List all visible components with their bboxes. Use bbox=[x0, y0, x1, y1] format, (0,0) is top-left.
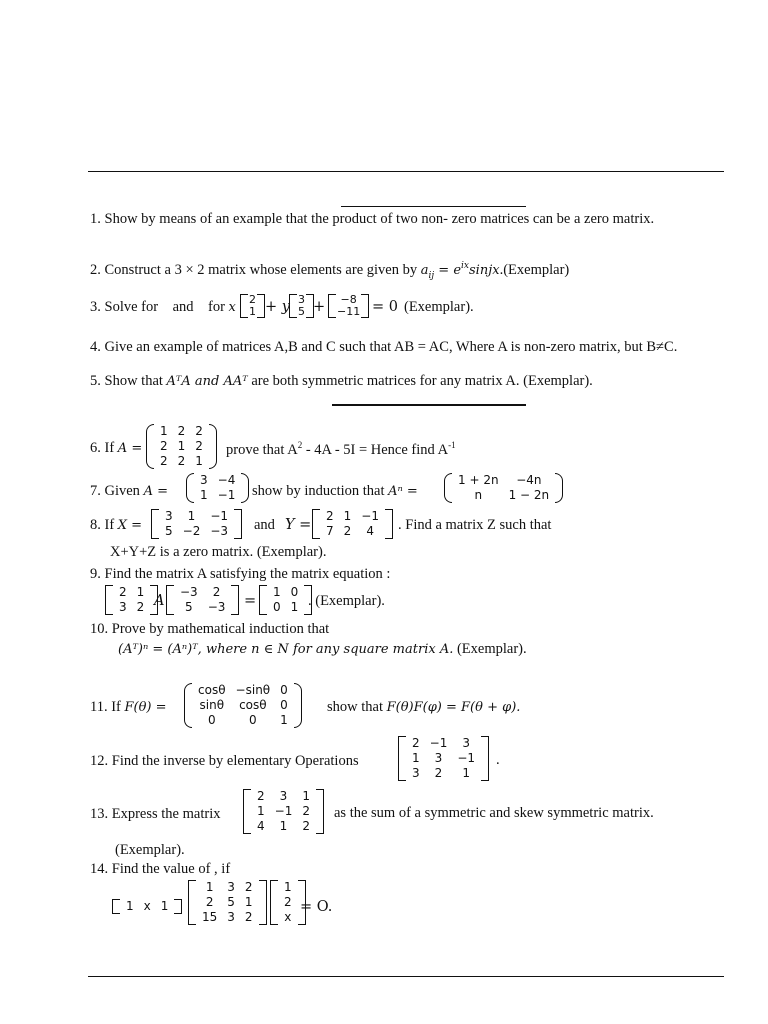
matrix-cell: 1 bbox=[195, 454, 203, 468]
matrix-cell: 5 bbox=[227, 895, 235, 909]
matrix-cell: 3 bbox=[119, 600, 127, 614]
q6-pre: 6. If bbox=[90, 440, 115, 456]
section-rule-2 bbox=[332, 404, 526, 406]
q2-post: .(Exemplar) bbox=[499, 262, 570, 278]
question-7-label bbox=[90, 483, 168, 500]
q3-exemplar: (Exemplar). bbox=[404, 299, 474, 315]
matrix-cell: 2 bbox=[284, 895, 292, 909]
matrix-cell: −sinθ bbox=[235, 683, 271, 697]
q6-square: 2 bbox=[297, 440, 303, 450]
q8-line2: X+Y+Z is a zero matrix. (Exemplar). bbox=[110, 544, 327, 560]
matrix-left-bracket bbox=[289, 294, 297, 318]
matrix-cell: −3 bbox=[210, 524, 229, 538]
matrix-cell: −3 bbox=[180, 585, 198, 599]
matrix-cell: sinθ bbox=[199, 698, 225, 712]
matrix-cell: 2 bbox=[412, 736, 420, 750]
q3-and: and bbox=[172, 299, 194, 315]
q2-math-eq: = e bbox=[434, 263, 462, 278]
matrix-cell: 3 bbox=[227, 880, 235, 894]
question-3-label bbox=[90, 299, 236, 316]
q5-math: AᵀA and AAᵀ bbox=[166, 374, 248, 389]
q14-matrix-1 bbox=[112, 899, 182, 914]
matrix-cell: 2 bbox=[160, 454, 168, 468]
q3-x: x bbox=[228, 300, 236, 315]
matrix-left-bracket bbox=[151, 509, 159, 539]
matrix-cell: 1 bbox=[343, 509, 352, 523]
q11-matrix bbox=[184, 683, 302, 728]
matrix-cell: 4 bbox=[257, 819, 265, 833]
question-1: 1. Show by means of an example that the product of two non- zero matrices can be a zero matrix. bbox=[90, 211, 655, 227]
matrix-cell: 1 bbox=[177, 439, 186, 453]
q13-matrix bbox=[243, 789, 324, 834]
matrix-cell: −1 bbox=[210, 509, 229, 523]
bottom-rule bbox=[88, 976, 724, 977]
question-10: 10. Prove by mathematical induction that bbox=[90, 621, 330, 637]
q7-text bbox=[252, 483, 418, 500]
q7-mid: show by induction that bbox=[252, 483, 385, 499]
q2-subscript: ij bbox=[428, 270, 435, 281]
matrix-left-bracket bbox=[240, 294, 248, 318]
matrix-cell: 1 bbox=[249, 305, 256, 318]
matrix-cell: 3 bbox=[434, 751, 443, 765]
matrix-left-bracket bbox=[105, 585, 113, 615]
matrix-cell: 1 bbox=[280, 713, 288, 727]
matrix-right-bracket bbox=[481, 736, 489, 781]
q6-matrix bbox=[146, 424, 217, 469]
q5-pre: 5. Show that bbox=[90, 373, 167, 389]
question-4: 4. Give an example of matrices A,B and C such that AB = AC, Where A is non-zero matrix, but B≠C. bbox=[90, 339, 678, 355]
matrix-cell: −11 bbox=[337, 305, 361, 318]
q6-mid: prove that A bbox=[226, 442, 298, 458]
q8-matrix-2 bbox=[312, 509, 393, 539]
matrix-cell: −2 bbox=[182, 524, 201, 538]
matrix-cell: 2 bbox=[343, 524, 352, 538]
q8-x: X = bbox=[117, 518, 143, 533]
matrix-cell: 1 − 2n bbox=[508, 488, 550, 502]
matrix-cell: 2 bbox=[177, 424, 186, 438]
matrix-right-bracket bbox=[259, 880, 267, 925]
matrix-cell: n bbox=[474, 488, 483, 502]
q13-post: as the sum of a symmetric and skew symmetric matrix. bbox=[334, 805, 654, 821]
matrix-cell: 2 bbox=[302, 819, 310, 833]
q6-rest: - 4A - 5I = Hence find A bbox=[302, 442, 449, 458]
matrix-cell: 1 bbox=[200, 488, 208, 502]
matrix-left-bracket bbox=[166, 585, 174, 615]
matrix-cell: 1 bbox=[412, 751, 420, 765]
matrix-cell: 3 bbox=[200, 473, 208, 487]
question-6-label bbox=[90, 440, 142, 457]
matrix-left-bracket bbox=[444, 473, 452, 503]
matrix-cell: 2 bbox=[302, 804, 310, 818]
matrix-cell: 3 bbox=[227, 910, 235, 924]
q8-y: Y = bbox=[285, 517, 312, 533]
matrix-right-bracket bbox=[316, 789, 324, 834]
matrix-cell: cosθ bbox=[198, 683, 226, 697]
q11-mid: show that bbox=[327, 699, 383, 715]
matrix-cell: 1 bbox=[257, 804, 265, 818]
matrix-cell: 0 bbox=[290, 585, 299, 599]
matrix-cell: 4 bbox=[366, 524, 374, 538]
question-13: 13. Express the matrix bbox=[90, 806, 221, 822]
q11-pre: 11. If bbox=[90, 699, 121, 715]
matrix-cell: 0 bbox=[249, 713, 257, 727]
matrix-cell: 5 bbox=[185, 600, 193, 614]
matrix-right-bracket bbox=[234, 509, 242, 539]
q8-pre: 8. If bbox=[90, 517, 115, 533]
q3-matrix-1 bbox=[240, 294, 265, 318]
matrix-cell: 0 bbox=[273, 600, 281, 614]
q9-post: . (Exemplar). bbox=[308, 593, 385, 609]
matrix-right-bracket bbox=[257, 294, 265, 318]
matrix-right-bracket bbox=[231, 585, 239, 615]
q9-a: A bbox=[154, 593, 165, 609]
matrix-cell: 2 bbox=[160, 439, 168, 453]
matrix-cell: 1 bbox=[279, 819, 288, 833]
matrix-right-bracket bbox=[241, 473, 249, 503]
matrix-left-bracket bbox=[398, 736, 406, 781]
matrix-cell: cosθ bbox=[239, 698, 267, 712]
matrix-cell: 1 bbox=[160, 899, 169, 913]
matrix-cell: 3 bbox=[412, 766, 420, 780]
matrix-left-bracket bbox=[328, 294, 336, 318]
q14-matrix-2 bbox=[188, 880, 267, 925]
q5-post: are both symmetric matrices for any matrix A. (Exemplar). bbox=[247, 373, 593, 389]
matrix-left-bracket bbox=[259, 585, 267, 615]
q3-matrix-3 bbox=[328, 294, 369, 318]
q9-eq: = bbox=[244, 593, 257, 609]
matrix-cell: 1 bbox=[302, 789, 310, 803]
q8-post: . Find a matrix Z such that bbox=[398, 517, 552, 533]
q7-pre: 7. Given bbox=[90, 483, 140, 499]
matrix-cell: −1 bbox=[429, 736, 448, 750]
q9-matrix-3 bbox=[259, 585, 312, 615]
matrix-left-bracket bbox=[112, 899, 120, 914]
q3-plus: + bbox=[313, 299, 326, 315]
matrix-cell: −1 bbox=[361, 509, 379, 523]
matrix-cell: −8 bbox=[340, 293, 357, 306]
question-12: 12. Find the inverse by elementary Operations bbox=[90, 753, 359, 769]
q11-math: F(θ)F(φ) = F(θ + φ). bbox=[386, 700, 521, 715]
matrix-cell: 5 bbox=[298, 305, 305, 318]
matrix-cell: 3 bbox=[165, 509, 173, 523]
q9-matrix-1 bbox=[105, 585, 158, 615]
question-5 bbox=[90, 372, 593, 391]
matrix-cell: −1 bbox=[457, 751, 476, 765]
matrix-cell: 2 bbox=[205, 895, 214, 909]
matrix-left-bracket bbox=[312, 509, 320, 539]
matrix-cell: 0 bbox=[280, 698, 288, 712]
question-11-label bbox=[90, 699, 167, 716]
q2-superscript: ix bbox=[461, 261, 469, 271]
matrix-cell: 2 bbox=[195, 439, 203, 453]
q6-text bbox=[226, 440, 456, 459]
q3-pre: 3. Solve for bbox=[90, 299, 159, 315]
matrix-cell: 2 bbox=[326, 509, 334, 523]
matrix-left-bracket bbox=[188, 880, 196, 925]
top-rule bbox=[88, 171, 724, 172]
q10-formula bbox=[118, 641, 527, 658]
q9-matrix-2 bbox=[166, 585, 239, 615]
question-2 bbox=[90, 257, 569, 285]
matrix-left-bracket bbox=[184, 683, 192, 728]
q2-text: 2. Construct a 3 × 2 matrix whose elements are given by bbox=[90, 262, 421, 278]
matrix-left-bracket bbox=[146, 424, 154, 469]
matrix-cell: 1 bbox=[290, 600, 299, 614]
matrix-cell: 2 bbox=[257, 789, 265, 803]
q3-matrix-2 bbox=[289, 294, 314, 318]
q14-eq: = O. bbox=[300, 899, 333, 915]
q13-line2: (Exemplar). bbox=[115, 842, 185, 858]
q7-matrix-2 bbox=[444, 473, 563, 503]
matrix-right-bracket bbox=[555, 473, 563, 503]
matrix-cell: −1 bbox=[217, 488, 236, 502]
matrix-cell: 1 bbox=[284, 880, 292, 894]
matrix-cell: 2 bbox=[195, 424, 203, 438]
matrix-cell: 2 bbox=[434, 766, 443, 780]
matrix-cell: 3 bbox=[279, 789, 288, 803]
q2-math-a: a bbox=[420, 263, 429, 278]
matrix-cell: 1 bbox=[462, 766, 471, 780]
matrix-cell: 1 + 2n bbox=[458, 473, 499, 487]
section-rule-1 bbox=[341, 206, 526, 207]
matrix-cell: 1 bbox=[187, 509, 196, 523]
q3-equals-zero: = 0 bbox=[372, 299, 398, 315]
matrix-cell: 2 bbox=[177, 454, 186, 468]
q3-for: for bbox=[208, 299, 225, 315]
matrix-cell: 2 bbox=[244, 910, 253, 924]
q2-math-sin: sinjx bbox=[469, 263, 500, 278]
question-9: 9. Find the matrix A satisfying the matrix equation : bbox=[90, 566, 391, 582]
q10-math: (Aᵀ)ⁿ = (Aⁿ)ᵀ, where n ∈ N for any square matrix A. bbox=[118, 642, 454, 657]
matrix-left-bracket bbox=[270, 880, 278, 925]
matrix-cell: 15 bbox=[202, 910, 218, 924]
matrix-right-bracket bbox=[361, 294, 369, 318]
matrix-cell: −3 bbox=[207, 600, 226, 614]
matrix-cell: 1 bbox=[160, 424, 168, 438]
matrix-cell: 1 bbox=[273, 585, 281, 599]
matrix-cell: −4 bbox=[217, 473, 236, 487]
q7-matrix-1 bbox=[186, 473, 249, 503]
matrix-cell: x bbox=[284, 910, 292, 924]
matrix-cell: −4n bbox=[516, 473, 542, 487]
q12-post: . bbox=[496, 752, 500, 768]
q12-matrix bbox=[398, 736, 489, 781]
matrix-cell: 5 bbox=[165, 524, 173, 538]
matrix-right-bracket bbox=[209, 424, 217, 469]
matrix-cell: 1 bbox=[136, 585, 145, 599]
matrix-cell: 1 bbox=[126, 899, 134, 913]
matrix-right-bracket bbox=[294, 683, 302, 728]
matrix-cell: 3 bbox=[462, 736, 471, 750]
q7-an: Aⁿ = bbox=[388, 484, 418, 499]
matrix-left-bracket bbox=[186, 473, 194, 503]
matrix-cell: −1 bbox=[274, 804, 293, 818]
q6-inverse: -1 bbox=[448, 440, 456, 450]
matrix-cell: 2 bbox=[119, 585, 127, 599]
question-14: 14. Find the value of , if bbox=[90, 861, 231, 877]
q3-plus-y: + y bbox=[265, 299, 290, 315]
matrix-cell: 2 bbox=[244, 880, 253, 894]
matrix-left-bracket bbox=[243, 789, 251, 834]
matrix-cell: 2 bbox=[249, 293, 256, 306]
matrix-cell: 0 bbox=[207, 713, 216, 727]
matrix-cell: 1 bbox=[244, 895, 253, 909]
matrix-cell: 2 bbox=[212, 585, 221, 599]
q8-matrix-1 bbox=[151, 509, 242, 539]
q8-and: and bbox=[254, 517, 275, 533]
q11-text bbox=[327, 699, 520, 716]
matrix-cell: 7 bbox=[326, 524, 334, 538]
matrix-right-bracket bbox=[385, 509, 393, 539]
matrix-cell: 2 bbox=[136, 600, 145, 614]
matrix-cell: 0 bbox=[280, 683, 288, 697]
matrix-right-bracket bbox=[174, 899, 182, 914]
q7-a: A = bbox=[143, 484, 168, 499]
question-8-label bbox=[90, 517, 142, 534]
matrix-cell: 3 bbox=[298, 293, 305, 306]
matrix-cell: x bbox=[143, 899, 151, 913]
q6-a: A = bbox=[117, 441, 143, 456]
matrix-cell: 1 bbox=[205, 880, 214, 894]
q11-f: F(θ) = bbox=[124, 700, 167, 715]
q10-post: (Exemplar). bbox=[456, 641, 527, 657]
